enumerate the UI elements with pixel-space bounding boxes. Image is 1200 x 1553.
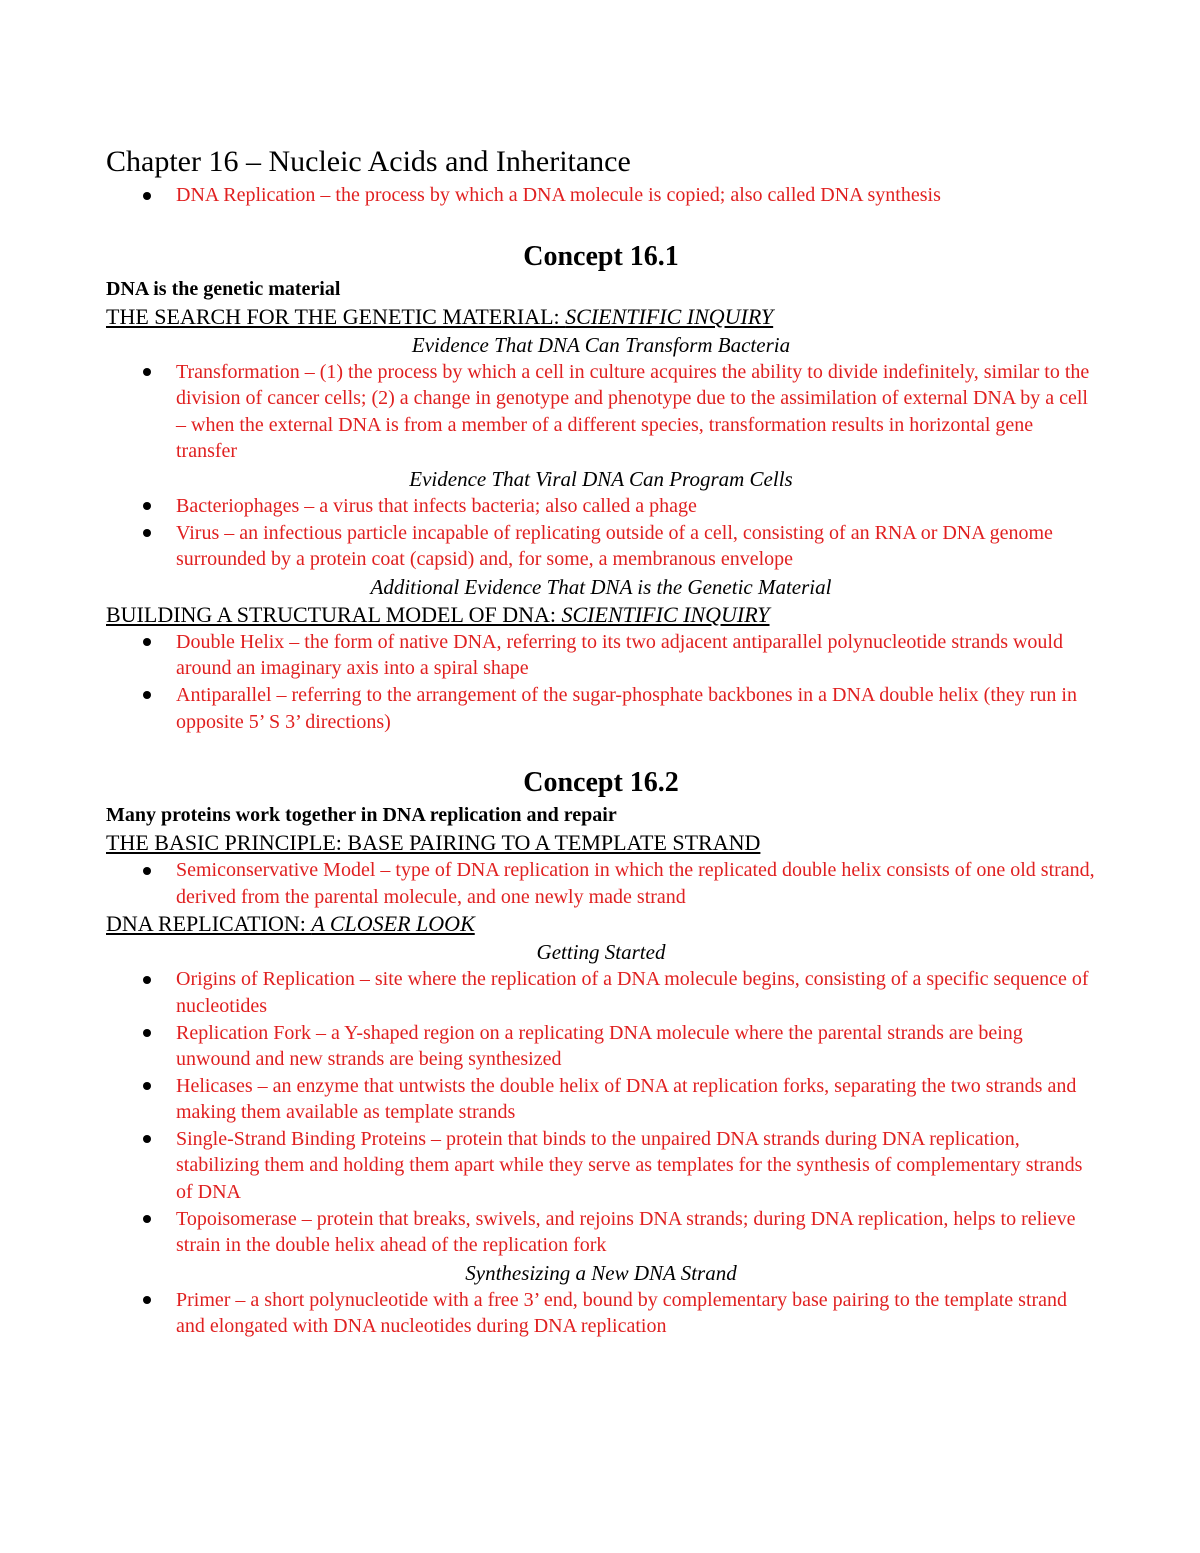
concept-heading: Concept 16.2 <box>523 767 679 799</box>
bullet-icon <box>143 638 151 646</box>
definition-item <box>106 520 1096 573</box>
definition-text: Helicases – an enzyme that untwists the double helix of DNA at replication forks, separating the two strands and making them available as template strands <box>176 1074 1077 1124</box>
definition-text: Semiconservative Model – type of DNA replication in which the replicated double helix consists of one old strand, derived from the parental molecule, and one newly made strand <box>176 859 1095 908</box>
definition-item <box>106 1287 1096 1340</box>
definition-item <box>106 359 1096 465</box>
concept-subtitle: Many proteins work together in DNA replication and repair <box>106 804 617 827</box>
definition-text: Antiparallel – referring to the arrangement of the sugar-phosphate backbones in a DNA double helix (they run in opposite 5’ S 3’ directions) <box>176 683 1077 733</box>
bullet-icon <box>143 1135 151 1143</box>
definition-list <box>106 493 1096 573</box>
definition-text: Bacteriophages – a virus that infects bacteria; also called a phage <box>176 494 697 517</box>
section-heading-text: THE SEARCH FOR THE GENETIC MATERIAL: <box>106 303 566 329</box>
definition-item <box>106 1020 1096 1073</box>
definition-text: Single-Strand Binding Proteins – protein that binds to the unpaired DNA strands during DNA replication, stabilizing them and holding them apart while they serve as templates for the synthesis of complementary strands of DNA <box>176 1127 1083 1204</box>
concept-subtitle: DNA is the genetic material <box>106 277 341 300</box>
definition-item <box>106 182 1096 209</box>
section-heading-italic: SCIENTIFIC INQUIRY <box>565 303 774 329</box>
section-heading <box>106 601 1096 629</box>
bullet-icon <box>143 1296 151 1304</box>
intro-list <box>106 182 1096 209</box>
subsection-heading: Additional Evidence That DNA is the Genetic Material <box>370 574 832 599</box>
definition-text: Virus – an infectious particle incapable of replicating outside of a cell, consisting of an RNA or DNA genome surrounded by a protein coat (capsid) and, for some, a membranous envelope <box>176 521 1053 571</box>
bullet-icon <box>143 691 151 699</box>
definition-text: Double Helix – the form of native DNA, referring to its two adjacent antiparallel polynucleotide strands would around an imaginary axis into a spiral shape <box>176 630 1063 680</box>
section-heading-text: BUILDING A STRUCTURAL MODEL OF DNA: <box>106 601 562 627</box>
definition-item <box>106 857 1096 910</box>
spacer <box>106 209 1096 239</box>
section-heading: THE BASIC PRINCIPLE: BASE PAIRING TO A TEMPLATE STRAND <box>106 830 761 856</box>
definition-list <box>106 629 1096 735</box>
definition-item <box>106 1073 1096 1126</box>
bullet-icon <box>143 1215 151 1223</box>
chapter-title: Chapter 16 – Nucleic Acids and Inheritance <box>106 145 631 178</box>
spacer <box>106 735 1096 765</box>
document-page <box>106 142 1096 1340</box>
bullet-icon <box>143 1082 151 1090</box>
definition-item <box>106 1206 1096 1259</box>
definition-list <box>106 857 1096 910</box>
subsection-heading: Evidence That DNA Can Transform Bacteria <box>411 332 791 357</box>
section-heading-italic: SCIENTIFIC INQUIRY <box>561 601 770 627</box>
definition-text: Topoisomerase – protein that breaks, swivels, and rejoins DNA strands; during DNA replication, helps to relieve strain in the double helix ahead of the replication fork <box>176 1207 1076 1257</box>
bullet-icon <box>143 1029 151 1037</box>
definition-text: Transformation – (1) the process by which a cell in culture acquires the ability to divide indefinitely, similar to the division of cancer cells; (2) a change in genotype and phenotype due to the assimilation of external DNA by a cell – when the external DNA is from a member of a different species, transformation results in horizontal gene transfer <box>176 360 1090 463</box>
definition-text: Origins of Replication – site where the replication of a DNA molecule begins, consisting of a specific sequence of nucleotides <box>176 968 1089 1017</box>
definition-item <box>106 493 1096 520</box>
definition-item <box>106 966 1096 1019</box>
definition-text: Primer – a short polynucleotide with a free 3’ end, bound by complementary base pairing to the template strand and elongated with DNA nucleotides during DNA replication <box>176 1288 1068 1338</box>
definition-text: Replication Fork – a Y-shaped region on a replicating DNA molecule where the parental strands are being unwound and new strands are being synthesized <box>176 1021 1023 1071</box>
bullet-icon <box>143 529 151 537</box>
section-heading-italic: A CLOSER LOOK <box>311 911 475 937</box>
section-heading-text: DNA REPLICATION: <box>106 911 312 937</box>
definition-list <box>106 1287 1096 1340</box>
bullet-icon <box>143 867 151 875</box>
definition-item <box>106 1126 1096 1206</box>
bullet-icon <box>143 192 151 200</box>
definition-text: DNA Replication – the process by which a DNA molecule is copied; also called DNA synthesis <box>176 184 941 206</box>
subsection-heading: Synthesizing a New DNA Strand <box>465 1260 737 1285</box>
subsection-heading: Evidence That Viral DNA Can Program Cells <box>409 466 793 491</box>
concept-heading: Concept 16.1 <box>523 240 679 272</box>
bullet-icon <box>143 502 151 510</box>
definition-list <box>106 966 1096 1259</box>
definition-item <box>106 629 1096 682</box>
bullet-icon <box>143 368 151 376</box>
bullet-icon <box>143 976 151 984</box>
section-heading <box>106 910 1096 938</box>
section-heading <box>106 303 1096 331</box>
definition-item <box>106 682 1096 735</box>
subsection-heading: Getting Started <box>536 940 666 965</box>
definition-list <box>106 359 1096 465</box>
